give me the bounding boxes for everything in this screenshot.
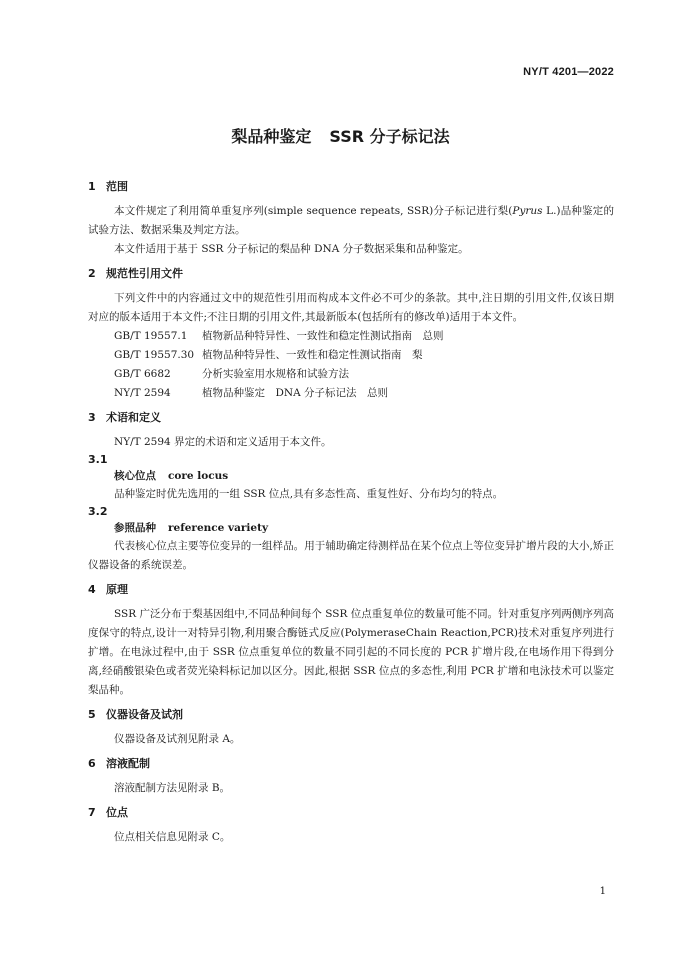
reference-code: GB/T 19557.30 (114, 349, 195, 361)
species-name: Pyrus (512, 205, 543, 217)
term-heading (88, 467, 614, 485)
section-number: 1 (88, 180, 96, 193)
section-heading-scope (88, 180, 614, 194)
paragraph: SSR 广泛分布于梨基因组中,不同品种间每个 SSR 位点重复单位的数量可能不同。针对重复序列两侧序列高度保守的特点,设计一对特异引物,利用聚合酶链式反应(PolymeraseChain Reaction,PCR)技术对重复序列进行扩增。在电泳过程中,由于 SSR 位点重复单位的数量不同引起的不同长度的 PCR 扩增片段,在电场作用下得到分离,经硝酸银染色或者荧光染料标记加以区分。因此,根据 SSR 位点的多态性,利用 PCR 扩增和电泳技术可以鉴定梨品种。 (88, 608, 614, 696)
section-number: 5 (88, 708, 96, 721)
reference-item (88, 346, 614, 365)
paragraph: 本文件规定了利用简单重复序列(simple sequence repeats, SSR)分子标记进行梨(Pyrus L.)品种鉴定的试验方法、数据采集及判定方法。 (88, 205, 614, 236)
section-heading-equipment-reagents (88, 708, 614, 722)
reference-code: NY/T 2594 (114, 387, 171, 399)
section-number: 7 (88, 806, 96, 819)
section-heading-terms-definitions (88, 411, 614, 425)
section-title: 范围 (106, 180, 128, 193)
section-number: 4 (88, 583, 96, 596)
term-cn: 核心位点 (114, 470, 156, 482)
section-number: 3 (88, 411, 96, 424)
document-body (88, 180, 614, 847)
section-number: 6 (88, 757, 96, 770)
paragraph: 仪器设备及试剂见附录 A。 (114, 733, 241, 745)
reference-item (88, 365, 614, 384)
reference-title: 植物品种特异性、一致性和稳定性测试指南 梨 (202, 349, 423, 361)
term-cn: 参照品种 (114, 522, 156, 534)
reference-item (88, 327, 614, 346)
term-heading (88, 519, 614, 537)
term-definition: 品种鉴定时优先选用的一组 SSR 位点,具有多态性高、重复性好、分布均匀的特点。 (114, 488, 504, 500)
section-heading-loci (88, 806, 614, 820)
page-number: 1 (599, 886, 606, 897)
reference-code: GB/T 6682 (114, 368, 171, 380)
term-en: core locus (168, 470, 229, 482)
paragraph: 本文件适用于基于 SSR 分子标记的梨品种 DNA 分子数据采集和品种鉴定。 (114, 243, 469, 255)
section-title: 原理 (106, 583, 128, 596)
title-part1: 梨品种鉴定 (231, 127, 312, 146)
term-number: 3.2 (88, 505, 108, 518)
paragraph: 溶液配制方法见附录 B。 (114, 782, 231, 794)
paragraph: 下列文件中的内容通过文中的规范性引用而构成本文件必不可少的条款。其中,注日期的引用文件,仅该日期对应的版本适用于本文件;不注日期的引用文件,其最新版本(包括所有的修改单)适用于本文件。 (88, 292, 614, 323)
paragraph: 位点相关信息见附录 C。 (114, 831, 231, 843)
document-title (0, 124, 681, 147)
section-heading-normative-references (88, 267, 614, 281)
section-title: 规范性引用文件 (106, 267, 183, 280)
reference-code: GB/T 19557.1 (114, 330, 188, 342)
section-title: 溶液配制 (106, 757, 150, 770)
section-title: 仪器设备及试剂 (106, 708, 183, 721)
section-heading-solution-preparation (88, 757, 614, 771)
section-title: 术语和定义 (106, 411, 161, 424)
section-number: 2 (88, 267, 96, 280)
term-en: reference variety (168, 522, 269, 534)
reference-title: 植物品种鉴定 DNA 分子标记法 总则 (202, 387, 389, 399)
term-number: 3.1 (88, 453, 108, 466)
paragraph: NY/T 2594 界定的术语和定义适用于本文件。 (114, 436, 332, 448)
reference-item (88, 384, 614, 403)
title-part2: SSR 分子标记法 (329, 127, 450, 146)
reference-title: 分析实验室用水规格和试验方法 (202, 368, 349, 380)
term-definition: 代表核心位点主要等位变异的一组样品。用于辅助确定待测样品在某个位点上等位变异扩增片段的大小,矫正仪器设备的系统误差。 (88, 540, 614, 571)
section-heading-principle (88, 583, 614, 597)
standard-code: NY/T 4201—2022 (523, 66, 614, 78)
section-title: 位点 (106, 806, 128, 819)
reference-title: 植物新品种特异性、一致性和稳定性测试指南 总则 (202, 330, 444, 342)
